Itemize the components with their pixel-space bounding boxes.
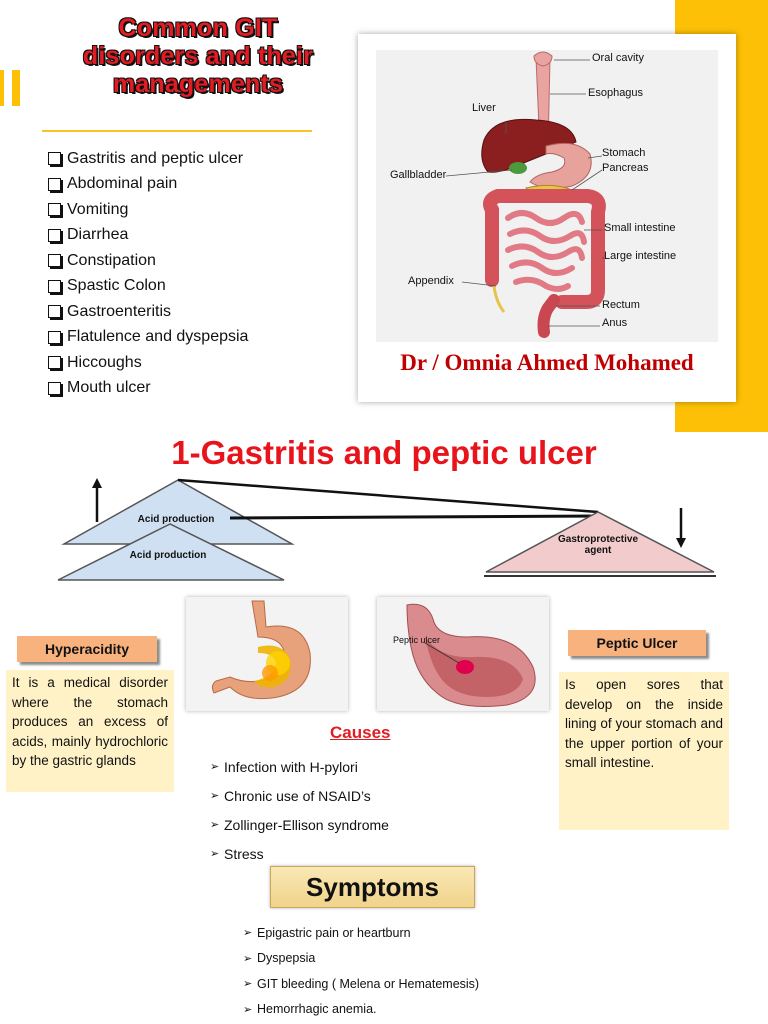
symptoms-heading: Symptoms xyxy=(270,866,475,908)
arrow-bullet-icon: ➢ xyxy=(210,848,220,860)
title-line: disorders and their xyxy=(82,42,314,70)
label-rectum: Rectum xyxy=(602,299,640,311)
symptom-item xyxy=(243,997,479,1023)
causes-heading: Causes xyxy=(330,723,391,742)
cause-item xyxy=(210,810,389,839)
topic-item xyxy=(48,172,248,198)
topic-label: Diarrhea xyxy=(67,226,129,244)
balance-drawing xyxy=(0,474,768,586)
checkbox-icon xyxy=(48,203,61,216)
acid-production-label: Acid production xyxy=(137,514,215,525)
hyperacidity-definition: It is a medical disorder where the stomach produces an excess of acids, mainly hydrochloric by the gastric glands xyxy=(6,670,174,792)
topic-item xyxy=(48,146,248,172)
digestive-system-diagram xyxy=(376,50,718,342)
topic-label: Flatulence and dyspepsia xyxy=(67,328,249,346)
checkbox-icon xyxy=(48,382,61,395)
symptoms-list xyxy=(243,920,479,1022)
arrow-bullet-icon: ➢ xyxy=(210,761,220,773)
symptom-item xyxy=(243,971,479,997)
checkbox-icon xyxy=(48,356,61,369)
topic-label: Constipation xyxy=(67,251,156,269)
symptom-label: Hemorrhagic anemia. xyxy=(257,1002,377,1017)
label-large-intestine: Large intestine xyxy=(604,250,677,262)
topic-item xyxy=(48,376,248,402)
gastroprotective-label xyxy=(540,534,656,556)
arrow-bullet-icon: ➢ xyxy=(243,978,253,991)
cause-label: Stress xyxy=(224,845,264,862)
symptom-label: Epigastric pain or heartburn xyxy=(257,925,411,940)
checkbox-icon xyxy=(48,331,61,344)
cause-item xyxy=(210,781,389,810)
topic-list xyxy=(48,146,248,401)
label-small-intestine: Small intestine xyxy=(604,222,676,234)
peptic-ulcer-label: Peptic Ulcer xyxy=(568,630,706,656)
cause-label: Infection with H-pylori xyxy=(224,758,358,775)
checkbox-icon xyxy=(48,229,61,242)
checkbox-icon xyxy=(48,152,61,165)
cause-label: Zollinger-Ellison syndrome xyxy=(224,816,389,833)
title-line: Common GIT xyxy=(118,14,278,42)
inflamed-stomach-illustration xyxy=(186,597,348,711)
topic-label: Hiccoughs xyxy=(67,353,142,371)
checkbox-icon xyxy=(48,254,61,267)
label-stomach: Stomach xyxy=(602,147,646,159)
digestive-system-illustration xyxy=(376,50,718,342)
inflamed-stomach-image xyxy=(186,597,348,711)
symptom-item xyxy=(243,946,479,972)
topic-item xyxy=(48,223,248,249)
arrow-bullet-icon: ➢ xyxy=(210,819,220,831)
topic-item xyxy=(48,197,248,223)
cause-item xyxy=(210,839,389,868)
gastroprotective-line: agent xyxy=(584,545,612,556)
author-name: Dr / Omnia Ahmed Mohamed xyxy=(400,350,694,375)
label-pancreas: Pancreas xyxy=(602,162,649,174)
checkbox-icon xyxy=(48,178,61,191)
topic-item xyxy=(48,299,248,325)
label-anus: Anus xyxy=(602,317,628,329)
topic-label: Vomiting xyxy=(67,200,129,218)
label-esophagus: Esophagus xyxy=(588,87,644,99)
section-title: 1-Gastritis and peptic ulcer xyxy=(171,434,597,471)
arrow-bullet-icon: ➢ xyxy=(243,1003,253,1016)
yellow-accent-mark xyxy=(12,70,20,106)
causes-list xyxy=(210,752,389,868)
peptic-ulcer-definition: Is open sores that develop on the inside lining of your stomach and the upper portion of your small intestine. xyxy=(559,672,729,830)
topic-label: Gastritis and peptic ulcer xyxy=(67,149,244,167)
title-divider xyxy=(42,130,312,132)
symptom-label: GIT bleeding ( Melena or Hematemesis) xyxy=(257,976,480,991)
topic-item xyxy=(48,274,248,300)
page-title xyxy=(40,14,356,98)
symptom-label: Dyspepsia xyxy=(257,951,316,966)
topic-item xyxy=(48,350,248,376)
checkbox-icon xyxy=(48,305,61,318)
symptom-item xyxy=(243,920,479,946)
checkbox-icon xyxy=(48,280,61,293)
peptic-ulcer-illustration xyxy=(377,597,549,711)
arrow-bullet-icon: ➢ xyxy=(243,927,253,940)
topic-label: Mouth ulcer xyxy=(67,379,151,397)
gastroprotective-line: Gastroprotective xyxy=(557,534,639,545)
acid-production-label: Acid production xyxy=(129,550,207,561)
label-appendix: Appendix xyxy=(408,275,454,287)
topic-label: Abdominal pain xyxy=(67,175,178,193)
arrow-bullet-icon: ➢ xyxy=(243,952,253,965)
arrow-bullet-icon: ➢ xyxy=(210,790,220,802)
anatomy-card xyxy=(358,34,736,402)
yellow-accent-mark xyxy=(0,70,4,106)
topic-label: Spastic Colon xyxy=(67,277,166,295)
label-liver: Liver xyxy=(472,102,496,114)
topic-item xyxy=(48,248,248,274)
peptic-ulcer-image xyxy=(377,597,549,711)
label-gallbladder: Gallbladder xyxy=(390,169,447,181)
acid-balance-diagram xyxy=(0,474,768,586)
cause-item xyxy=(210,752,389,781)
cause-label: Chronic use of NSAID’s xyxy=(224,787,371,804)
hyperacidity-label: Hyperacidity xyxy=(17,636,157,662)
label-oral-cavity: Oral cavity xyxy=(592,52,644,64)
peptic-ulcer-image-label: Peptic ulcer xyxy=(393,635,441,645)
topic-label: Gastroenteritis xyxy=(67,302,172,320)
topic-item xyxy=(48,325,248,351)
title-line: managements xyxy=(112,70,284,98)
